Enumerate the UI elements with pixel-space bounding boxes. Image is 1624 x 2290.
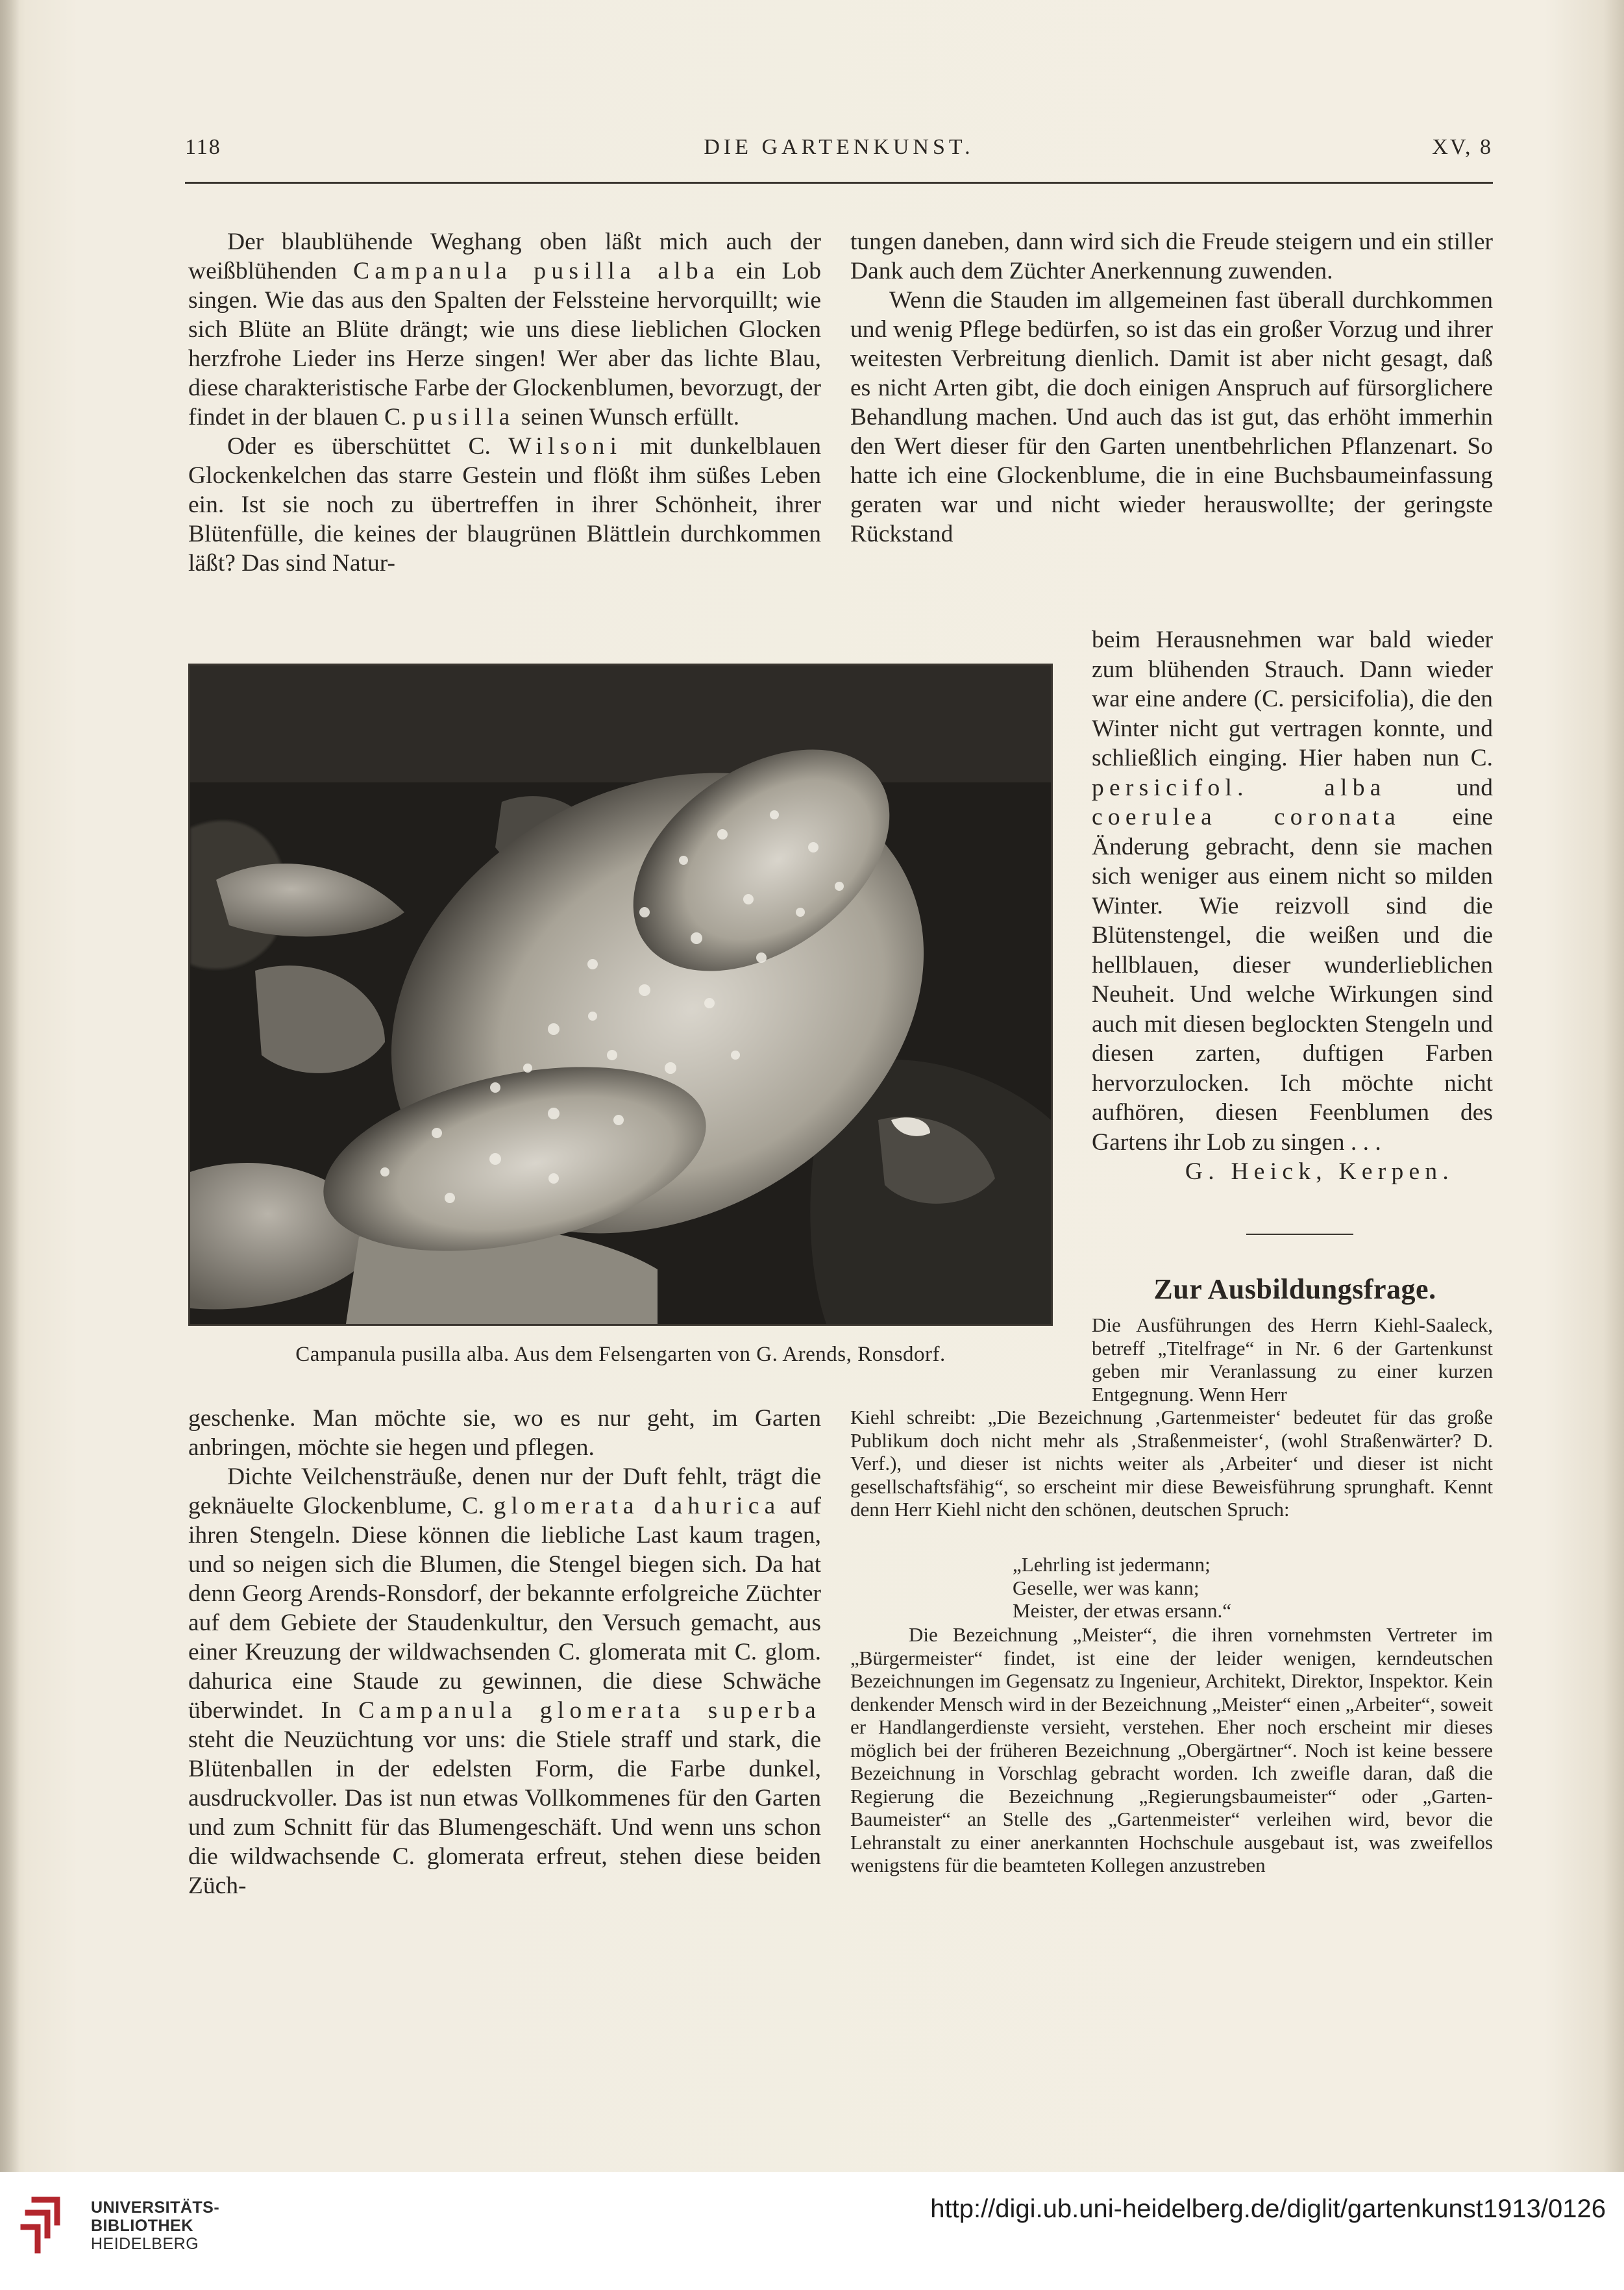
source-url-link[interactable]: http://digi.ub.uni-heidelberg.de/diglit/gartenkunst1913/0126 (930, 2195, 1606, 2223)
verse-quote (1013, 1553, 1231, 1623)
running-header (185, 135, 1493, 174)
right-column-top (850, 227, 1493, 549)
photograph-campanula (188, 664, 1053, 1326)
verse-line: Meister, der etwas ersann.“ (1013, 1599, 1232, 1622)
paragraph: Wenn die Stauden im allgemeinen fast überall durchkommen und wenig Pflege bedürfen, so ist das ein großer Vorzug und ihrer weitesten Verbreitung dienlich. Damit ist aber nicht gesagt, daß es nicht Arten gibt, die doch einigen Anspruch auf fürsorglichere Behandlung machen. Und auch das ist gut, das erhöht immerhin den Wert dieser für den Garten unentbehrlichen Pflanzenart. So hatte ich eine Glockenblume, die in eine Buchsbaumeinfassung geraten war und nicht wieder herauswollte; der geringste Rückstand (850, 287, 1493, 547)
left-column-bottom (188, 1404, 821, 1900)
paragraph: Oder es überschüttet C. Wilsoni mit dunkelblauen Glockenkelchen das starre Gestein und flößt ihm süßes Leben ein. Ist sie noch zu übertreffen in ihrer Schönheit, ihrer Blütenfülle, die keines der blaugrünen Blättlein durchkommen läßt? Das sind Natur- (188, 433, 821, 577)
author-signature: G. Heick, Kerpen. (1185, 1158, 1454, 1185)
library-name: UNIVERSITÄTS- BIBLIOTHEK HEIDELBERG (91, 2198, 220, 2253)
library-logo-icon (18, 2187, 83, 2265)
spine-shadow (0, 0, 19, 2172)
photo-caption: Campanula pusilla alba. Aus dem Felsengarten von G. Arends, Ronsdorf. (295, 1343, 946, 1366)
page-number: 118 (185, 135, 221, 159)
verse-line: Geselle, wer was kann; (1013, 1576, 1200, 1599)
journal-title: DIE GARTENKUNST. (704, 135, 974, 159)
article-intro: Die Ausführungen des Herrn Kiehl-Saaleck, betreff „Titelfrage“ in Nr. 6 der Gartenkunst geben mir Veranlassung zu einer kurzen Entgegnung. Wenn Herr (1092, 1313, 1493, 1406)
article-heading: Zur Ausbildungsfrage. (1153, 1273, 1436, 1305)
left-column-top (188, 227, 821, 578)
article-body-1: Kiehl schreibt: „Die Bezeichnung ‚Gartenmeister‘ bedeutet für das große Publikum doch nicht mehr als ‚Straßenmeister‘, (wohl Straßenwärter? D. Verf.), und dieser ist nichts weiter als ‚Arbeiter‘ und dieser ist nicht gesellschaftsfähig“, so erscheint mir diese Beweisführung sprunghaft. Kennt denn Herr Kiehl nicht den schönen, deutschen Spruch: (850, 1406, 1493, 1521)
header-rule (185, 182, 1493, 184)
right-column-narrow: beim Herausnehmen war bald wieder zum blühenden Strauch. Dann wieder war eine andere (C. persicifolia), die den Winter nicht gut vertragen konnte, und schließlich einging. Hier haben nun C. persicifol. alba und coerulea coronata eine Änderung gebracht, denn sie machen sich weniger aus einem nicht so milden Winter. Wie reizvoll sind die Blütenstengel, die weißen und die hellblauen, dieser wunderlieblichen Neuheit. Und welche Wirkungen sind auch mit diesen beglockten Stengeln und diesen zarten, duftigen Farben hervorzulocken. Ich möchte nicht aufhören, diesen Feenblumen des Gartens ihr Lob zu singen . . . G. Heick, Kerpen. (1092, 625, 1493, 1187)
issue-number: XV, 8 (1432, 135, 1493, 159)
paragraph: tungen daneben, dann wird sich die Freude steigern und ein stiller Dank auch dem Züchter Anerkennung zuwenden. (850, 229, 1493, 284)
paragraph: Der blaublühende Weghang oben läßt mich auch der weißblühenden Campanula pusilla alba ein Lob singen. Wie das aus den Spalten der Felssteine hervorquillt; wie sich Blüte an Blüte drängt; wie uns diese lieblichen Glocken herzfrohe Lieder ins Herze singen! Wer aber das lichte Blau, diese charakteristische Farbe der Glockenblumen, bevorzugt, der findet in der blauen C. pusilla seinen Wunsch erfüllt. (188, 229, 821, 430)
paragraph: Dichte Veilchensträuße, denen nur der Duft fehlt, trägt die geknäuelte Glockenblume, C. glomerata dahurica auf ihren Stengeln. Diese können die liebliche Last kaum tragen, und so neigen sich die Blumen, die Stengel biegen sich. Da hat denn Georg Arends-Ronsdorf, der bekannte erfolgreiche Züchter auf dem Gebiete der Staudenkultur, den Versuch gemacht, aus einer Kreuzung der wildwachsenden C. glomerata mit C. glom. dahurica eine Staude zu gewinnen, die diese Schwäche überwindet. In Campanula glomerata superba steht die Neuzüchtung vor uns: die Stiele straff und stark, die Blütenballen in der edelsten Form, die Farbe dunkel, ausdruckvoller. Das ist nun etwas Vollkommenes für den Garten und zum Schnitt für das Blumengeschäft. Und wenn uns schon die wildwachsende C. glomerata erfreut, stehen diese beiden Züch- (188, 1463, 821, 1899)
article-separator (1246, 1234, 1353, 1235)
paragraph: geschenke. Man möchte sie, wo es nur geht, im Garten anbringen, möchte sie hegen und pflegen. (188, 1405, 821, 1461)
article-body-2: Die Bezeichnung „Meister“, die ihren vornehmsten Vertreter im „Bürgermeister“ findet, ist eine der leider wenigen, kerndeutschen Bezeichnungen im Gegensatz zu Ingenieur, Architekt, Direktor, Inspektor. Kein denkender Mensch wird in der Bezeichnung „Meister“ einen „Arbeiter“, soweit er Handlangerdienste versieht, verstehen. Eher noch erscheint mir dieses möglich bei der früheren Bezeichnung „Obergärtner“. Noch ist keine bessere Bezeichnung in Vorschlag gebracht worden. Ich zweifle daran, daß die Regierung die Bezeichnung „Regierungsbaumeister“ oder „Garten-Baumeister“ an Stelle des „Gartenmeister“ verleihen wird, bevor die Lehranstalt zu einer anerkannten Hochschule ausgebaut ist, was zweifellos wenigstens für die beamteten Kollegen anzustreben (850, 1623, 1493, 1876)
photo-illustration (190, 666, 1051, 1324)
digitization-footer (0, 2172, 1624, 2290)
verse-line: „Lehrling ist jedermann; (1013, 1553, 1211, 1576)
